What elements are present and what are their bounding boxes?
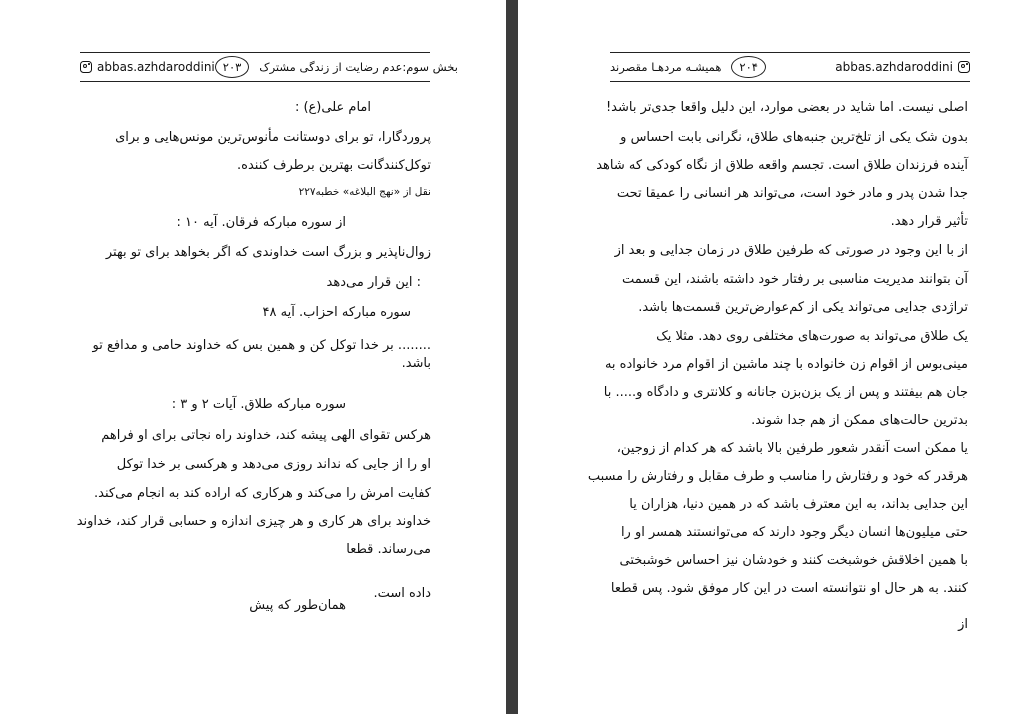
text-line: از سوره مبارکه فرقان. آیه ۱۰ : — [176, 215, 346, 230]
text-line: سوره مبارکه طلاق. آیات ۲ و ۳ : — [171, 397, 346, 412]
text-line: بدون شک یکی از تلخ‌ترین جنبه‌های طلاق، نگرانی بابت احساس و — [620, 130, 968, 145]
citation: نقل از «نهج البلاغه» خطبه۲۲۷ — [298, 186, 431, 198]
text-line: از با این وجود در صورتی که طرفین طلاق در زمان جدایی و بعد از — [614, 243, 968, 258]
text-line: این جدایی بداند، به این معترف باشد که در همین دنیا، هزاران یا — [629, 497, 968, 512]
right-page — [518, 0, 1024, 714]
book-gutter — [506, 0, 518, 714]
text-line: جدا شدن پدر و مادر خود است، می‌تواند هر انسانی را عمیقا تحت — [616, 186, 968, 201]
header-title-group — [610, 56, 766, 78]
text-line: همان‌طور که پیش — [249, 598, 346, 613]
right-page-header — [610, 52, 970, 82]
text-line: پروردگارا، تو برای دوستانت مأنوس‌ترین مونس‌هایی و برای — [115, 130, 431, 145]
text-line: کنند. به هر حال او نتوانسته است در این کار موفق شود. پس قطعا — [610, 581, 968, 596]
text-line: او را از جایی که نداند روزی می‌دهد و هرکسی بر خدا توکل — [116, 457, 431, 472]
text-line: تأثیر قرار دهد. — [890, 214, 968, 229]
instagram-handle — [80, 60, 215, 74]
header-title: همیشـه مردهـا مقصرند — [610, 60, 722, 74]
text-line: مینی‌بوس از اقوام زن خانواده با چند ماشین از اقوام مرد خانواده به — [604, 357, 968, 372]
instagram-handle — [835, 60, 970, 74]
page-number: ۲۰۳ — [215, 56, 250, 78]
instagram-icon — [80, 61, 92, 73]
text-line: : این قرار می‌دهد — [326, 275, 421, 290]
left-page — [0, 0, 506, 714]
text-line: هرکس تقوای الهی پیشه کند، خداوند راه نجاتی برای او فراهم — [101, 428, 431, 443]
text-line: بدترین حالت‌های ممکن از هم جدا شوند. — [751, 413, 968, 428]
text-line: اصلی نیست. اما شاید در بعضی موارد، این دلیل واقعا جدی‌تر باشد! — [605, 100, 968, 115]
left-page-header — [80, 52, 458, 82]
text-line: خداوند برای هر کاری و هر چیزی اندازه و حسابی قرار کند، خداوند — [76, 514, 431, 529]
text-line: باشد. — [401, 356, 431, 371]
text-line: کفایت امرش را می‌کند و هرکاری که اراده کند به انجام می‌کند. — [94, 486, 431, 501]
text-line: حتی میلیون‌ها انسان دیگر وجود دارند که می‌توانستند همسر او را — [620, 525, 968, 540]
text-line: توکل‌کنندگانت بهترین برطرف کننده. — [237, 158, 431, 173]
text-line: هرقدر که خود و رفتارش را مناسب و طرف مقابل و رفتارش را مسبب — [587, 469, 968, 484]
text-line: جان هم بیفتند و پس از یک بزن‌بزن جانانه و کلانتری و دادگاه و..... با — [603, 385, 968, 400]
instagram-icon — [958, 61, 970, 73]
text-line: از — [958, 617, 968, 632]
text-line: سوره مبارکه احزاب. آیه ۴۸ — [262, 305, 411, 320]
text-line: با همین اخلاقش خوشبخت کنند و خودشان نیز احساس خوشبختی — [619, 553, 968, 568]
text-line: امام علی(ع) : — [294, 100, 371, 115]
header-title: بخش سوم:عدم رضایت از زندگی مشترک — [259, 60, 458, 74]
text-line: داده است. — [373, 586, 431, 601]
text-line: زوال‌ناپذیر و بزرگ است خداوندی که اگر بخواهد برای تو بهتر — [105, 245, 431, 260]
text-line: می‌رساند. قطعا — [346, 542, 431, 557]
header-title-group — [215, 56, 458, 78]
text-line: تراژدی جدایی می‌تواند یکی از کم‌عوارض‌ترین قسمت‌ها باشد. — [638, 300, 968, 315]
text-line: یا ممکن است آنقدر شعور طرفین بالا باشد که هر کدام از زوجین، — [616, 441, 968, 456]
handle-text: abbas.azhdaroddini — [97, 60, 215, 74]
text-line: آن بتوانند مدیریت مناسبی بر رفتار خود داشته باشند، این قسمت — [622, 272, 968, 287]
text-line: ........ بر خدا توکل کن و همین بس که خداوند حامی و مدافع تو — [92, 338, 431, 353]
handle-text: abbas.azhdaroddini — [835, 60, 953, 74]
text-line: آینده فرزندان طلاق است. تجسم واقعه طلاق از نگاه کودکی که شاهد — [596, 158, 968, 173]
page-number: ۲۰۴ — [731, 56, 766, 78]
text-line: یک طلاق می‌تواند به صورت‌های مختلفی روی دهد. مثلا یک — [656, 329, 968, 344]
